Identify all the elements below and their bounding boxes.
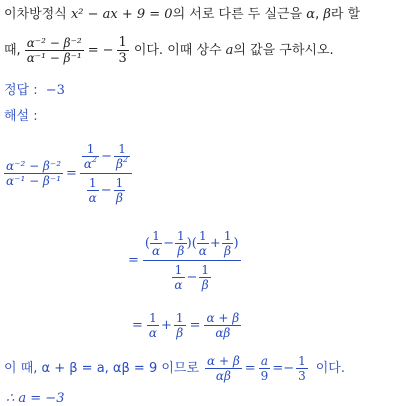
step-1: $\frac{\text{α⁻² − β⁻²}}{\text{α⁻¹ − β⁻¹}}$ = $\frac{1}{\alpha^2}$ − $\frac{1}{\beta^2}$ $\frac{1}{\alpha}$ − $\frac{1}{\beta}$ bbox=[4, 132, 132, 214]
comma: , bbox=[315, 7, 320, 22]
beta-symbol: β bbox=[323, 7, 331, 22]
step2-numerator: ( $\frac{1}{\alpha}$ − $\frac{1}{\beta}$ )( $\frac{1}{\alpha}$ + $\frac{1}{\beta}$ ) bbox=[144, 228, 239, 258]
step-3: = $\frac{1}{\alpha}$ + $\frac{1}{\beta}$ = $\frac{\alpha + \beta}{\alpha\beta}$ bbox=[132, 310, 240, 340]
problem-then-text: 이다. 이때 상수 bbox=[133, 42, 222, 58]
step1-complex-denominator: $\frac{1}{\alpha}$ − $\frac{1}{\beta}$ bbox=[80, 173, 132, 204]
step1-lhs-denominator: α⁻¹ − β⁻¹ bbox=[6, 173, 62, 188]
step4-text: 이 때, α + β = a, αβ = 9 이므로 bbox=[4, 360, 200, 376]
equals-sign: = bbox=[87, 42, 99, 58]
answer-line bbox=[4, 84, 65, 97]
step-4: 이 때, α + β = a, αβ = 9 이므로 $\frac{\alpha + \beta}{\alpha\beta}$ = $\frac{a}{9}$ =− $\frac{1}{3}$ 이다. bbox=[4, 353, 345, 383]
problem-line-2 bbox=[4, 30, 334, 70]
problem-intro-text: 이차방정식 bbox=[4, 7, 67, 22]
step1-lhs-numerator: α⁻² − β⁻² bbox=[6, 158, 62, 173]
quadratic-equation: x² − ax + 9 = 0 bbox=[70, 7, 173, 22]
explanation-label: 해설 : bbox=[4, 109, 38, 124]
step2-denominator: $\frac{1}{\alpha}$ − $\frac{1}{\beta}$ bbox=[143, 260, 241, 291]
conclusion: ∴ a = −3 bbox=[6, 391, 65, 406]
given-fraction-numerator: α⁻² − β⁻² bbox=[26, 35, 82, 50]
step-2: = ( $\frac{1}{\alpha}$ − $\frac{1}{\beta}$ )( $\frac{1}{\alpha}$ + $\frac{1}{\beta}$ ) $\frac{1}{\alpha}$ − $\frac{1}{\beta}$ bbox=[128, 228, 239, 292]
alpha-symbol: α bbox=[306, 7, 316, 22]
fraction-one: 1 bbox=[118, 34, 127, 50]
step2-fraction bbox=[143, 230, 241, 291]
step1-lhs-fraction bbox=[4, 160, 63, 187]
answer-value: −3 bbox=[45, 83, 65, 98]
step3-equals: = bbox=[132, 317, 143, 333]
step4-suffix: 이다. bbox=[315, 360, 345, 376]
negative-one-third-fraction bbox=[117, 36, 129, 65]
problem-line1-end: 라 할 bbox=[330, 7, 361, 22]
step1-complex-numerator: $\frac{1}{\alpha^2}$ − $\frac{1}{\beta^2}$ bbox=[83, 141, 129, 171]
fraction-three: 3 bbox=[118, 50, 127, 66]
minus-sign: − bbox=[102, 42, 114, 58]
answer-label: 정답 : bbox=[4, 83, 38, 98]
step1-complex-fraction bbox=[80, 143, 132, 204]
given-fraction bbox=[25, 37, 84, 64]
problem-question-text: 의 값을 구하시오. bbox=[233, 42, 334, 58]
given-fraction-denominator: α⁻¹ − β⁻¹ bbox=[26, 50, 82, 65]
constant-a: a bbox=[225, 42, 234, 58]
problem-line-1 bbox=[4, 8, 360, 21]
problem-roots-text: 의 서로 다른 두 실근을 bbox=[172, 7, 303, 22]
problem-when-text: 때, bbox=[4, 42, 21, 58]
